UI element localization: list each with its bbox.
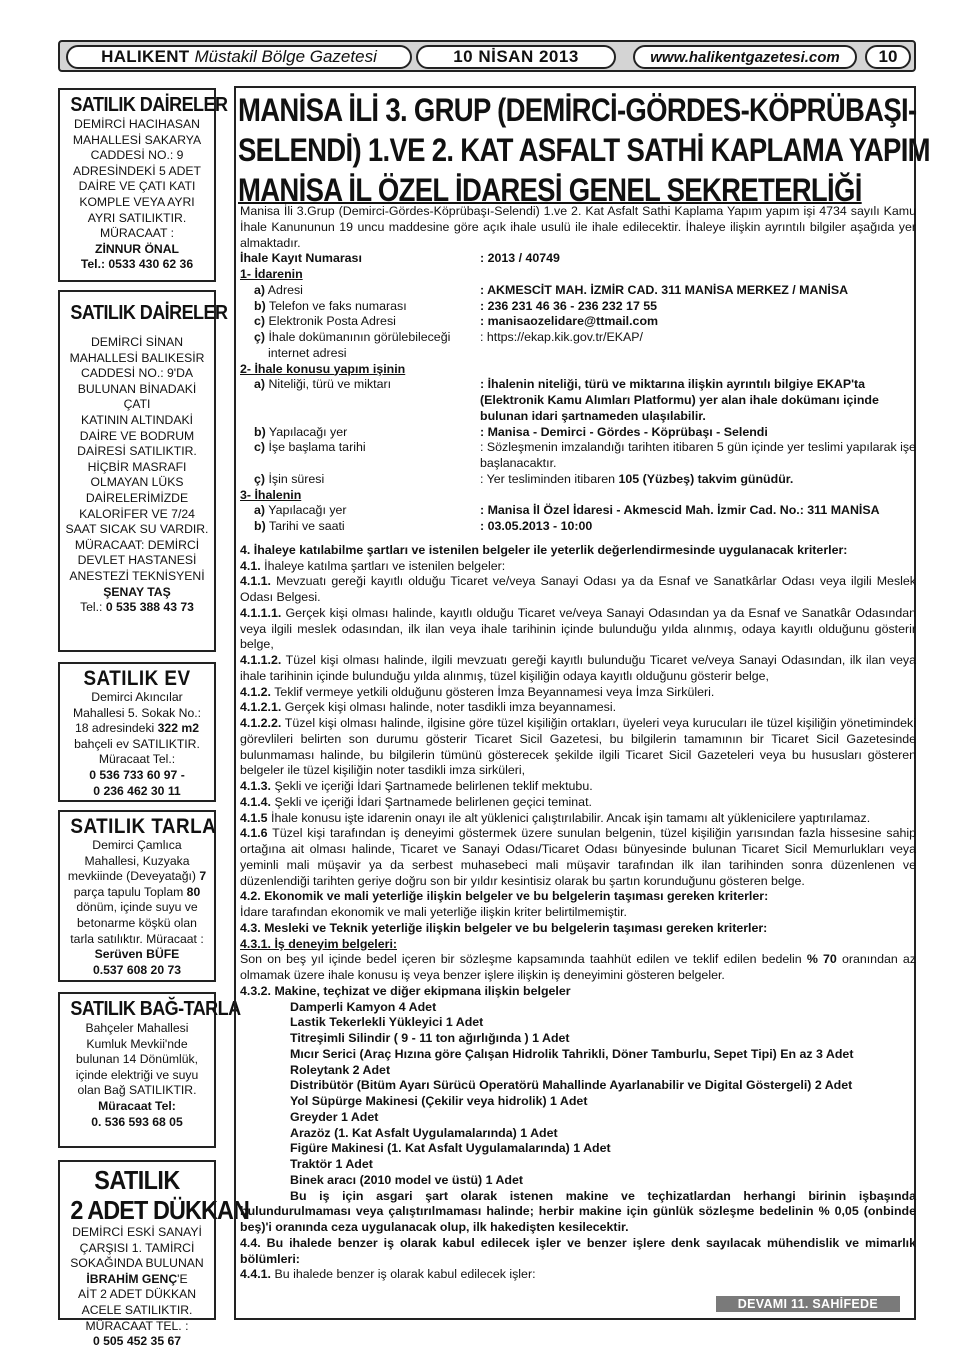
page-header	[58, 40, 916, 72]
field-value: : İhalenin niteliği, türü ve miktarına ilişkin ayrıntılı bilgiye EKAP'ta (Elektronik Kamu Alımları Platformu) yer alan ihale dokümanı içinde bulunan idari şartnameden ulaşılabilir.	[480, 377, 879, 423]
ad-area: 80	[186, 884, 201, 899]
ad-parcel-count: 7	[199, 869, 207, 884]
machine-list	[240, 1000, 916, 1189]
list-item: Titreşimli Silindir ( 9 - 11 ton ağırlığında ) 1 Adet	[290, 1031, 570, 1045]
article-body: Manisa İli 3.Grup (Demirci-Gördes-Köprübaşı-Selendi) 1.ve 2. Kat Asfalt Sathi Kaplama Yapım yapım işi 4734 sayılı Kamu İhale Kanununun 19 uncu maddesine göre açık ihale usulü ile ihale edilecektir. İhaleye ilişkin ayrıntılı bilgiler aşağıda yer almaktadır. İhale Kayıt Numarası : 2013 / 40749 1- İdarenin a) Adresi : AKMESCİT MAH. İZMİR CAD. 311 MANİSA MERKEZ / MANİSA b) Telefon ve faks numarası : 236 231 46 36 - 236 232 17 55 c) Elektronik Posta Adresi : manisaozelidare@ttmail.com ç) İhale dokümanının görülebileceği internet adresi : https://ekap.kik.gov.tr/EKAP/ 2- İhale konusu yapım işinin a) Niteliği, türü ve miktarı : İhalenin niteliği, türü ve miktarına ilişkin ayrıntılı bilgiye EKAP'ta (Elektronik Kamu Alımları Platformu) yer alan ihale dokümanı içinde bulunan idari şartnameden ulaşılabilir. b) Yapılacağı yer : Manisa - Demirci - Gördes - Köprübaşı - Selendi c) İşe başlama tarihi : Sözleşmenin imzalandığı tarihten itibaren 5 gün içinde yer teslimi yapılarak işe başlanacaktır. ç) İşin süresi : Yer tesliminden itibaren 105 (Yüzbeş) takvim günüdür. 3- İhalenin a) Yapılacağı yer : Manisa İl Özel İdaresi - Akmescid Mah. İzmir Cad. No.: 311 MANİSA b) Tarihi ve saati : 03.05.2013 - 10:00 4. İhaleye katılabilme şartları ve istenilen belgeler ile yeterlik değerlendirmesinde uygulanacak kriterler: 4.1. İhaleye katılma şartları ve istenilen belgeler: 4.1.1. Mevzuatı gereği kayıtlı olduğu Ticaret ve/veya Sanayi Odası ya da Esnaf ve Sanatkârlar Odası veya ilgili Meslek Odası Belgesi. 4.1.1.1. Gerçek kişi olması halinde, kayıtlı olduğu Ticaret ve/veya Sanayi Odasından ya da Esnaf ve Sanatkâr Odasından veya ilgili meslek odasından, ilk ilan veya ihale tarihinin içinde bulunduğu yılda alınmış, odaya kayıtlı olduğunu gösterir belge, 4.1.1.2. Tüzel kişi olması halinde, ilgili mevzuatı gereği kayıtlı bulunduğu Ticaret ve/veya Sanayi Odasından, ilk ilan veya ihale tarihinin içinde bulunduğu yılda alınmış, tüzel kişiliğin odaya kayıtlı olduğunu gösterir belge, 4.1.2. Teklif vermeye yetkili olduğunu gösteren İmza Beyannamesi veya İmza Sirküleri. 4.1.2.1. Gerçek kişi olması halinde, noter tasdikli imza beyannamesi. 4.1.2.2. Tüzel kişi olması halinde, ilgisine göre tüzel kişiliğin ortakları, üyeleri veya kurucuları ile tüzel kişiliğin yönetimindeki görevlileri belirten son durumu gösterir Ticaret Sicil Gazetesi, bu bilgilerin tamamının bir Ticaret Sicil Gazetesinde bulunmaması halinde, bu bilgilerin tümünü gösterecek şekilde ilgili Ticaret Sicil Gazeteleri veya bu hususları gösteren belgeler ile tüzel kişiliğin noter tasdikli imza sirküleri, 4.1.3. Şekli ve içeriği İdari Şartnamede belirlenen teklif mektubu. 4.1.4. Şekli ve içeriği İdari Şartnamede belirlenen geçici teminat. 4.1.5 İhale konusu işte idarenin onayı ile alt yüklenici çalıştırılabilir. Ancak işin tamamı alt yüklenicilere yaptırılamaz. 4.1.6 Tüzel kişi tarafından iş deneyimi göstermek üzere sunulan belgenin, tüzel kişiliğin yarısından fazla hissesine sahip ortağına ait olması halinde, Ticaret ve Sanayi Odası/Ticaret Odası bünyesinde bulunan Ticaret Sicil Memurlukları veya yeminli mali müşavir ya da serbest muhasebeci mali müşavir tarafından ilk ilan tarihinden sonra düzenlenen ve düzenlendiği tarihten geriye doğru son bir yıldır kesintisiz olarak bu şartın korunduğunu gösteren belge. 4.2. Ekonomik ve mali yeterliğe ilişkin belgeler ve bu belgelerin taşıması gereken kriterler: İdare tarafından ekonomik ve mali yeterliğe ilişkin kriter belirtilmemiştir. 4.3. Mesleki ve Teknik yeterliğe ilişkin belgeler ve bu belgelerin taşıması gereken kriterler: 4.3.1. İş deneyim belgeleri: Son on beş yıl içinde bedel içeren bir sözleşme kapsamında taahhüt edilen ve teklif edilen bedelin % 70 oranından az olmamak üzere ihale konusu iş veya benzer işlere ilişkin iş deneyimini gösteren belgeler. 4.3.2. Makine, teçhizat ve diğer ekipmana ilişkin belgeler Damperli Kamyon 4 Adet Lastik Tekerlekli Yükleyici 1 Adet Titreşimli Silindir ( 9 - 11 ton ağırlığında ) 1 Adet Mıcır Serici (Araç Hızına göre Çalışan Hidrolik Tahrikli, Döner Tamburlu, Sepet Tipi) En az 3 Adet Roleytank 2 Adet Distribütör (Bitüm Ayarı Sürücü Operatörü Mahallinde Ayarlanabilir ve Digital Göstergeli) 2 Adet Yol Süpürge Makinesi (Çekilir veya hidrolik) 1 Adet Greyder 1 Adet Arazöz (1. Kat Asfalt Uygulamalarında) 1 Adet Figüre Makinesi (1. Kat Asfalt Uygulamalarında) 1 Adet Traktör 1 Adet Binek aracı (2010 model ve üstü) 1 Adet Bu iş için asgari şart olarak istenen makine ve teçhizatlardan herhangi birinin işbaşında bulundurulmaması veya çalıştırılmaması halinde; herbir makine için günlük sözleşme bedelinin % 0,05 (onbinde beş)'i oranında ceza uygulanacak olup, ilk hakedişten kesilecektir. 4.4. Bu ihalede benzer iş olarak kabul edilecek işler ve benzer işlere denk sayılacak mühendislik ve mimarlık bölümleri: 4.4.1. Bu ihalede benzer iş olarak kabul edilecek işler:	[240, 204, 917, 1282]
list-item: Distribütör (Bitüm Ayarı Sürücü Operatörü Mahallinde Ayarlanabilir ve Digital Göstergeli) 2 Adet	[290, 1078, 853, 1093]
ad-line: MAHALLESİ BALIKESİR	[69, 350, 205, 365]
tender-announcement	[234, 86, 930, 1320]
ad-title: SATILIK BAĞ-TARLA	[70, 998, 241, 1020]
list-item: Lastik Tekerlekli Yükleyici 1 Adet	[290, 1015, 484, 1030]
field-value: : Manisa - Demirci - Gördes - Köprübaşı - Selendi	[480, 424, 768, 439]
ad-line: KALORİFER VE 7/24	[79, 506, 195, 521]
ad-contact-name: ZİNNUR ÖNAL	[95, 241, 179, 256]
issue-date: 10 NİSAN 2013	[416, 45, 616, 69]
field-label: Tarihi ve saati	[268, 519, 345, 533]
ad-line: MÜRACAAT: DEMİRCİ	[74, 537, 200, 552]
list-item: Yol Süpürge Makinesi (Çekilir veya hidrolik) 1 Adet	[290, 1094, 588, 1108]
ad-line: AYRI SATILIKTIR.	[87, 210, 187, 225]
ad-line: SAAT SICAK SU VARDIR.	[65, 522, 209, 537]
ad-line: BULUNAN BİNADAKİ ÇATI	[77, 381, 197, 412]
field-value: : Manisa İl Özel İdaresi - Akmescid Mah. İzmir Cad. No.: 311 MANİSA	[480, 503, 880, 518]
paragraph: oranından az olmamak üzere ihale konusu iş veya benzer işlere ilişkin iş deneyimini gösteren belgeler.	[240, 952, 916, 982]
ad-line: 18 adresindeki	[74, 721, 155, 736]
field-value: : https://ekap.kik.gov.tr/EKAP/	[480, 330, 643, 344]
section-heading: 2- İhale konusu yapım işinin	[240, 361, 406, 376]
ad-apartments-1	[58, 88, 228, 282]
ad-line: CADDESİ NO.: 9'DA	[80, 366, 194, 381]
field-label: İhale dokümanının görülebileceği	[268, 330, 451, 344]
ad-title-2: 2 ADET DÜKKAN	[70, 1195, 249, 1225]
section-heading: 3- İhalenin	[240, 487, 302, 502]
field-value: : Yer tesliminden itibaren	[480, 471, 619, 486]
paragraph: Mevzuatı gereği kayıtlı olduğu Ticaret ve/veya Sanayi Odası ya da Esnaf ve Sanatkârlar Odası veya ilgili Meslek Odası Belgesi.	[240, 574, 916, 604]
list-item: Figüre Makinesi (1. Kat Asfalt Uygulamalarında) 1 Adet	[290, 1141, 611, 1156]
field-label: Yapılacağı yer	[268, 503, 347, 518]
title-line: SELENDİ) 1.VE 2. KAT ASFALT SATHİ KAPLAMA YAPIM	[238, 132, 930, 168]
paragraph: Teklif vermeye yetkili olduğunu gösteren İmza Beyannamesi veya İmza Sirküleri.	[274, 684, 715, 699]
ad-line: içinde elektriği ve suyu	[75, 1067, 199, 1082]
section-heading: 4.2. Ekonomik ve mali yeterliğe ilişkin belgeler ve bu belgelerin taşıması gereken kriterler:	[240, 889, 769, 904]
field-value: : Sözleşmenin imzalandığı tarihten itibaren 5 gün içinde yer teslimi yapılarak işe başlanacaktır.	[480, 440, 916, 470]
ad-title: SATILIK DAİRELER	[70, 94, 228, 116]
ad-phone: 0 535 388 43 73	[105, 600, 194, 615]
ad-line: Demirci Çamlıca	[92, 838, 182, 852]
section-heading: 4.4. Bu ihalede benzer iş olarak kabul edilecek işler ve benzer işlere denk sayılacak mühendislik ve mimarlık bölümleri:	[240, 1235, 916, 1266]
ad-line: parça tapulu Toplam	[73, 884, 184, 899]
page-number: 10	[865, 45, 911, 69]
ad-line: ACELE SATILIKTIR.	[81, 1302, 193, 1317]
percentage: % 70	[806, 952, 837, 967]
ad-line: Kumluk Mevkii'nde	[86, 1036, 188, 1051]
ad-field	[58, 810, 216, 982]
ad-line: CADDESİ NO.: 9	[90, 148, 184, 163]
ad-phone: 0.537 608 20 73	[92, 962, 182, 977]
list-item: Binek aracı (2010 model ve üstü) 1 Adet	[290, 1172, 523, 1187]
ad-house	[58, 662, 216, 802]
ad-phone: 0 236 462 30 11	[93, 783, 181, 798]
ad-contact-name: ŞENAY TAŞ	[103, 584, 171, 599]
ad-line: Müracaat Tel.:	[98, 752, 176, 767]
ad-line: DAİRE VE BODRUM	[79, 428, 195, 443]
ad-line: AİT 2 ADET DÜKKAN	[77, 1287, 197, 1302]
ad-line: MAHALLESİ SAKARYA	[72, 132, 202, 147]
ad-line: Mahallesi 5. Sokak No.:	[72, 705, 202, 720]
field-label: Niteliği, türü ve miktarı	[268, 377, 392, 392]
ad-line: dönüm, içinde suyu ve	[76, 900, 198, 915]
ad-contact-name: Serüven BÜFE	[94, 947, 180, 962]
list-item: Damperli Kamyon 4 Adet	[290, 999, 437, 1014]
ad-line: SOKAĞINDA BULUNAN	[70, 1256, 204, 1271]
list-item: Roleytank 2 Adet	[290, 1062, 391, 1077]
field-value: : 03.05.2013 - 10:00	[480, 519, 593, 533]
ad-line: DAİRESİ SATILIKTIR.	[77, 444, 197, 459]
ad-contact-name: İBRAHİM GENÇ	[86, 1271, 178, 1286]
section-heading: 4.3.1. İş deneyim belgeleri:	[240, 936, 398, 951]
website-link[interactable]: www.halikentgazetesi.com	[633, 45, 857, 69]
ad-line: KATININ ALTINDAKİ	[81, 412, 193, 427]
field-label: İşin süresi	[268, 471, 325, 486]
field-label: İhale Kayıt Numarası	[240, 251, 362, 266]
ad-phone: Tel.: 0533 430 62 36	[80, 257, 194, 272]
field-label: internet adresi	[268, 345, 347, 360]
ad-title: SATILIK TARLA	[70, 815, 217, 838]
list-item: Arazöz (1. Kat Asfalt Uygulamalarında) 1 Adet	[290, 1125, 558, 1140]
list-item: Traktör 1 Adet	[290, 1157, 373, 1171]
paragraph: İhale konusu işte idarenin onayı ile alt yüklenici çalıştırılabilir. Ancak işin tamamı alt yüklenicilere yaptırılamaz.	[271, 810, 871, 825]
paragraph: İdare tarafından ekonomik ve mali yeterliğe ilişkin kriter belirtilmemiştir.	[240, 905, 628, 919]
ad-line: ÇARŞISI 1. TAMİRCİ	[79, 1240, 195, 1255]
ad-line: bahçeli ev SATILIKTIR.	[74, 736, 200, 751]
field-value-bold: 105 (Yüzbeş) takvim günüdür.	[618, 471, 794, 486]
ad-line: KOMPLE VEYA AYRI	[79, 194, 195, 209]
field-label: İşe başlama tarihi	[268, 440, 366, 455]
title-line: MANİSA İL ÖZEL İDARESİ GENEL SEKRETERLİĞİ	[238, 172, 862, 208]
paragraph: Tüzel kişi olması halinde, ilgisine göre tüzel kişiliğin ortakları, üyeleri veya kurucuları ile tüzel kişiliğin yönetimindeki görevlileri belirten son durumu gösterir Ticaret Sicil Gazetesi, bu bilgilerin tamamının bir Ticaret Sicil Gazetesinde bulunmaması halinde, bu bilgilerin tümünü gösterecek şekilde ilgili Ticaret Sicil Gazeteleri veya bu hususları gösteren belgeler ile tüzel kişiliğin noter tasdikli imza sirküleri,	[240, 716, 916, 778]
ad-line: HİÇBİR MASRAFI	[87, 459, 187, 474]
ad-shops	[58, 1160, 249, 1349]
ad-contact-label: Müracaat Tel:	[98, 1098, 176, 1113]
field-label: Telefon ve faks numarası	[268, 298, 407, 313]
ad-line: olan Bağ SATILIKTIR.	[77, 1083, 197, 1098]
ad-line: ANESTEZİ TEKNİSYENİ	[69, 568, 205, 583]
ad-phone: 0 505 452 35 67	[92, 1334, 182, 1349]
ad-line: Mahallesi, Kuzyaka	[84, 853, 190, 868]
ad-title: SATILIK EV	[83, 667, 191, 690]
ad-line: Bahçeler Mahallesi	[85, 1021, 189, 1035]
ad-line: DEMİRCİ HACIHASAN	[74, 117, 200, 131]
ad-apartments-2	[58, 290, 228, 652]
paragraph: Şekli ve içeriği İdari Şartnamede belirlenen teklif mektubu.	[274, 779, 593, 793]
ad-line: DEVLET HASTANESİ	[77, 553, 197, 568]
ad-line: MÜRACAAT :	[99, 226, 175, 241]
ad-line: betonarme köşkü olan	[77, 915, 197, 930]
paragraph: Tüzel kişi olması halinde, ilgili mevzuatı gereği kayıtlı bulunduğu Ticaret ve/veya Sanayi Odasından, ilk ilan veya ihale tarihinin içinde bulunduğu yılda alınmış, tüzel kişiliğin odaya kayıtlı olduğunu gösterir belge,	[240, 653, 917, 683]
ad-line: DAİRE VE ÇATI KATI	[78, 179, 196, 194]
ad-line: DEMİRCİ SİNAN	[90, 335, 184, 349]
section-heading: 4.3.2. Makine, teçhizat ve diğer ekipmana ilişkin belgeler	[240, 983, 571, 998]
ad-phone: 0 536 733 60 97 -	[89, 767, 185, 782]
title-line: MANİSA İLİ 3. GRUP (DEMİRCİ-GÖRDES-KÖPRÜBAŞI-	[238, 92, 917, 128]
article-title	[238, 90, 930, 210]
field-value: : AKMESCİT MAH. İZMİR CAD. 311 MANİSA MERKEZ / MANİSA	[480, 282, 849, 297]
paragraph: İhaleye katılma şartları ve istenilen belgeler:	[264, 558, 506, 573]
field-label: Elektronik Posta Adresi	[268, 314, 396, 329]
ad-line: Demirci Akıncılar	[91, 690, 183, 704]
field-value: : manisaozelidare@ttmail.com	[480, 314, 659, 329]
field-value: : 2013 / 40749	[480, 251, 560, 266]
ad-line: OLMAYAN LÜKS	[90, 475, 184, 490]
paper-name: HALIKENT	[101, 47, 190, 66]
paragraph: Gerçek kişi olması halinde, kayıtlı olduğu Ticaret ve/veya Sanayi Odasından ya da Esnaf ve Sanatkâr Odasından veya ilgili meslek odasından, ilk ilan veya ihale tarihinin içinde bulunduğu yılda alınmış, odaya kayıtlı olduğunu gösterir belge,	[240, 605, 916, 652]
ad-phone: 0. 536 593 68 05	[91, 1114, 183, 1129]
ad-title: SATILIK DAİRELER	[70, 302, 228, 324]
paper-subtitle: Müstakil Bölge Gazetesi	[194, 47, 377, 66]
paragraph: Bu ihalede benzer iş olarak kabul edilecek işler:	[274, 1267, 536, 1282]
ad-name-suffix: 'E	[177, 1271, 188, 1286]
ad-line: ADRESİNDEKİ 5 ADET	[72, 163, 201, 178]
paragraph: Son on beş yıl içinde bedel içeren bir sözleşme kapsamında taahhüt edilen ve teklif edilen bedelin	[240, 952, 807, 967]
paragraph: Şekli ve içeriği İdari Şartnamede belirlenen geçici teminat.	[274, 794, 592, 809]
ad-line: MÜRACAAT TEL. :	[85, 1318, 189, 1333]
field-label: Yapılacağı yer	[268, 424, 348, 439]
section-heading: 4. İhaleye katılabilme şartları ve istenilen belgeler ile yeterlik değerlendirmesinde uygulanacak kriterler:	[240, 542, 848, 557]
ad-line: tarla satılıktır. Müracaat :	[70, 931, 204, 946]
paragraph: Bu iş için asgari şart olarak istenen makine ve teçhizatlardan herhangi birinin işbaşında bulundurulmaması veya çalıştırılmaması halinde; herbir makine için günlük sözleşme bedelinin % 0,05 (onbinde beş)'i oranında ceza uygulanacak olup, ilk hakedişten kesilecektir.	[240, 1188, 916, 1234]
ad-title: SATILIK	[94, 1165, 180, 1195]
ad-line: DEMİRCİ ESKİ SANAYİ	[72, 1225, 202, 1239]
ad-phone-label: Tel.:	[80, 600, 103, 615]
ad-line: mevkiinde (Deveyatağı)	[67, 869, 196, 884]
section-heading: 4.3. Mesleki ve Teknik yeterliğe ilişkin belgeler ve bu belgelerin taşıması gereken kriterler:	[240, 920, 768, 935]
field-label: Adresi	[267, 282, 303, 297]
section-heading: 1- İdarenin	[240, 267, 303, 281]
continued-label: DEVAMI 11. SAHİFEDE	[716, 1296, 900, 1312]
list-item: Greyder 1 Adet	[290, 1109, 379, 1124]
ad-line: DAİRELERİMİZDE	[85, 490, 189, 505]
ad-vineyard	[58, 992, 241, 1148]
paragraph: Gerçek kişi olması halinde, noter tasdikli imza beyannamesi.	[284, 700, 617, 715]
ad-area: 322 m2	[157, 721, 199, 736]
ad-line: bulunan 14 Dönümlük,	[76, 1052, 198, 1067]
intro-paragraph: Manisa İli 3.Grup (Demirci-Gördes-Köprübaşı-Selendi) 1.ve 2. Kat Asfalt Sathi Kaplama Yapım yapım işi 4734 sayılı Kamu İhale Kanununun 19 uncu maddesine göre açık ihale usulü ile ihale edilecektir. İhaleye ilişkin ayrıntılı bilgiler aşağıda yer almaktadır.	[240, 204, 916, 250]
field-value: : 236 231 46 36 - 236 232 17 55	[480, 298, 658, 313]
paragraph: Tüzel kişi tarafından iş deneyimi göstermek üzere sunulan belgenin, tüzel kişiliğin yarısından fazla hissesine sahip ortağına ait olması halinde, Ticaret ve Sanayi Odası/Ticaret Odası bünyesinde bulunan Ticaret Sicil Memurlukları veya yeminli mali müşavir ya da serbest muhasebeci mali müşavir tarafından ilk ilan tarihinden sonra düzenlenen ve düzenlendiği tarihten geriye doğru son bir yıldır kesintisiz olarak bu şartın korunduğunu gösteren belge.	[240, 826, 916, 888]
list-item: Mıcır Serici (Araç Hızına göre Çalışan Hidrolik Tahrikli, Döner Tamburlu, Sepet Tipi) En az 3 Adet	[290, 1046, 854, 1061]
paper-name-pill	[66, 45, 412, 69]
